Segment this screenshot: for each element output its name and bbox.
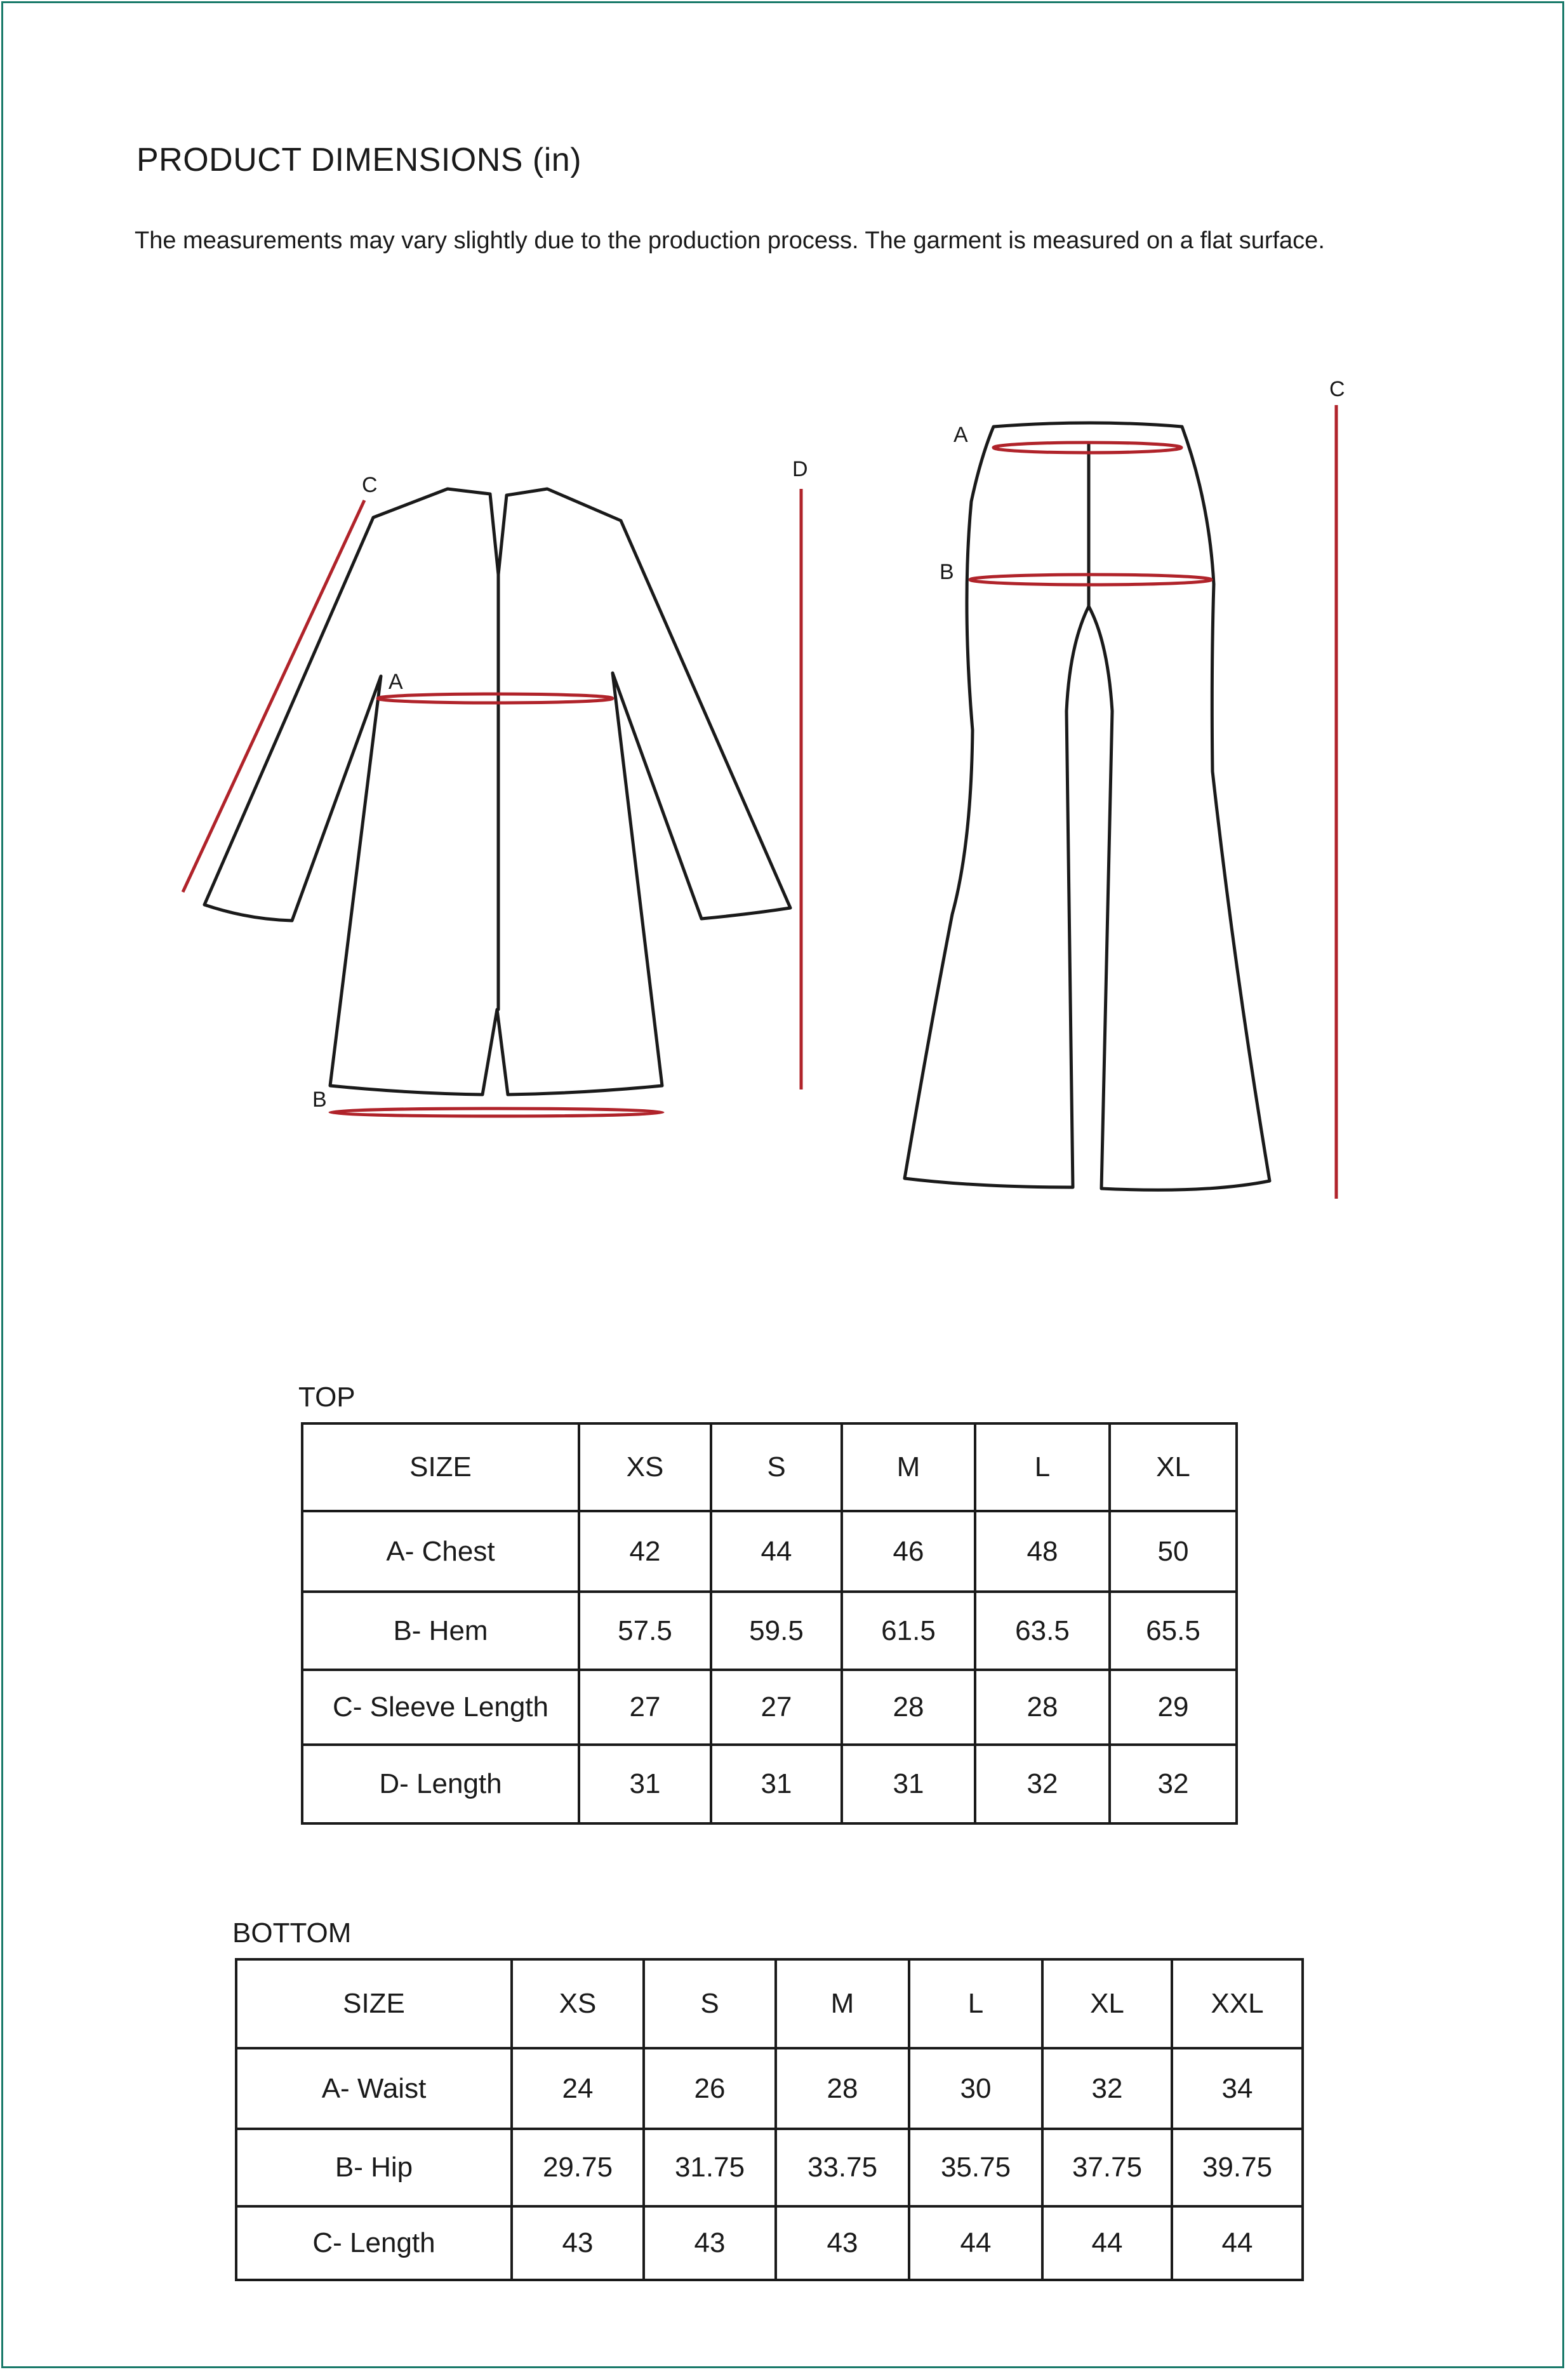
table-cell: 44 bbox=[1172, 2206, 1303, 2280]
table-cell: C- Sleeve Length bbox=[302, 1670, 579, 1745]
measurement-note: The measurements may vary slightly due to the production process. The garment is measured on a flat surface. bbox=[135, 227, 1325, 254]
table-cell: 27 bbox=[579, 1670, 711, 1745]
bottom-label-c: C bbox=[1329, 377, 1345, 401]
table-cell: B- Hip bbox=[236, 2129, 512, 2206]
table-header-cell: XXL bbox=[1172, 1959, 1303, 2048]
table-header-cell: SIZE bbox=[302, 1423, 579, 1511]
bottom-garment-outline bbox=[905, 423, 1270, 1190]
bottom-label-a: A bbox=[953, 423, 968, 447]
table-header-cell: M bbox=[842, 1423, 975, 1511]
table-header-cell: M bbox=[776, 1959, 909, 2048]
table-cell: 27 bbox=[711, 1670, 842, 1745]
table-row bbox=[302, 1670, 1237, 1745]
table-cell: 31 bbox=[579, 1745, 711, 1823]
table-cell: 46 bbox=[842, 1511, 975, 1592]
table-cell: 43 bbox=[512, 2206, 644, 2280]
top-label-b: B bbox=[312, 1088, 327, 1112]
table-cell: 44 bbox=[1042, 2206, 1172, 2280]
table-cell: 37.75 bbox=[1042, 2129, 1172, 2206]
table-cell: 48 bbox=[975, 1511, 1110, 1592]
table-cell: 59.5 bbox=[711, 1592, 842, 1670]
table-cell: 28 bbox=[776, 2048, 909, 2129]
top-measure-marks bbox=[183, 489, 801, 1116]
table-cell: A- Chest bbox=[302, 1511, 579, 1592]
table-cell: 61.5 bbox=[842, 1592, 975, 1670]
table-cell: 39.75 bbox=[1172, 2129, 1303, 2206]
table-cell: A- Waist bbox=[236, 2048, 512, 2129]
table-header-cell: XL bbox=[1110, 1423, 1237, 1511]
table-cell: 63.5 bbox=[975, 1592, 1110, 1670]
table-row bbox=[236, 2129, 1303, 2206]
table-cell: 31 bbox=[842, 1745, 975, 1823]
table-row bbox=[236, 2206, 1303, 2280]
table-row bbox=[236, 1959, 1303, 2048]
table-cell: 57.5 bbox=[579, 1592, 711, 1670]
table-row bbox=[302, 1423, 1237, 1511]
bottom-size-table bbox=[235, 1958, 1304, 2281]
table-cell: B- Hem bbox=[302, 1592, 579, 1670]
table-cell: 43 bbox=[776, 2206, 909, 2280]
table-header-cell: S bbox=[711, 1423, 842, 1511]
table-cell: 65.5 bbox=[1110, 1592, 1237, 1670]
table-cell: 32 bbox=[1110, 1745, 1237, 1823]
table-cell: 44 bbox=[711, 1511, 842, 1592]
table-header-cell: SIZE bbox=[236, 1959, 512, 2048]
table-header-cell: XS bbox=[579, 1423, 711, 1511]
bottom-hip-line bbox=[970, 575, 1211, 585]
table-row bbox=[302, 1511, 1237, 1592]
table-cell: 50 bbox=[1110, 1511, 1237, 1592]
table-row bbox=[302, 1745, 1237, 1823]
top-table-title: TOP bbox=[298, 1382, 355, 1413]
bottom-table-title: BOTTOM bbox=[232, 1917, 352, 1949]
table-cell: 33.75 bbox=[776, 2129, 909, 2206]
table-cell: 44 bbox=[909, 2206, 1042, 2280]
bottom-measure-marks bbox=[970, 405, 1336, 1199]
table-cell: 34 bbox=[1172, 2048, 1303, 2129]
table-cell: 32 bbox=[1042, 2048, 1172, 2129]
table-cell: 29 bbox=[1110, 1670, 1237, 1745]
top-label-d: D bbox=[792, 457, 808, 481]
table-cell: 31.75 bbox=[644, 2129, 776, 2206]
table-header-cell: L bbox=[909, 1959, 1042, 2048]
table-cell: 28 bbox=[842, 1670, 975, 1745]
top-label-c: C bbox=[362, 473, 378, 497]
table-cell: 28 bbox=[975, 1670, 1110, 1745]
top-label-a: A bbox=[389, 670, 403, 694]
table-cell: 30 bbox=[909, 2048, 1042, 2129]
table-header-cell: S bbox=[644, 1959, 776, 2048]
table-cell: 35.75 bbox=[909, 2129, 1042, 2206]
table-cell: 32 bbox=[975, 1745, 1110, 1823]
page-title: PRODUCT DIMENSIONS (in) bbox=[136, 142, 582, 178]
table-row bbox=[236, 2048, 1303, 2129]
bottom-label-b: B bbox=[940, 560, 954, 584]
table-header-cell: XL bbox=[1042, 1959, 1172, 2048]
table-header-cell: XS bbox=[512, 1959, 644, 2048]
table-cell: 42 bbox=[579, 1511, 711, 1592]
table-cell: 31 bbox=[711, 1745, 842, 1823]
top-chest-line bbox=[378, 694, 613, 703]
table-header-cell: L bbox=[975, 1423, 1110, 1511]
table-cell: 26 bbox=[644, 2048, 776, 2129]
table-cell: D- Length bbox=[302, 1745, 579, 1823]
table-cell: 43 bbox=[644, 2206, 776, 2280]
table-cell: 29.75 bbox=[512, 2129, 644, 2206]
top-hem-line bbox=[330, 1109, 663, 1116]
table-cell: C- Length bbox=[236, 2206, 512, 2280]
table-row bbox=[302, 1592, 1237, 1670]
top-sleeve-line bbox=[183, 500, 364, 892]
table-cell: 24 bbox=[512, 2048, 644, 2129]
top-garment-outline bbox=[204, 489, 790, 1095]
top-size-table bbox=[301, 1422, 1238, 1825]
